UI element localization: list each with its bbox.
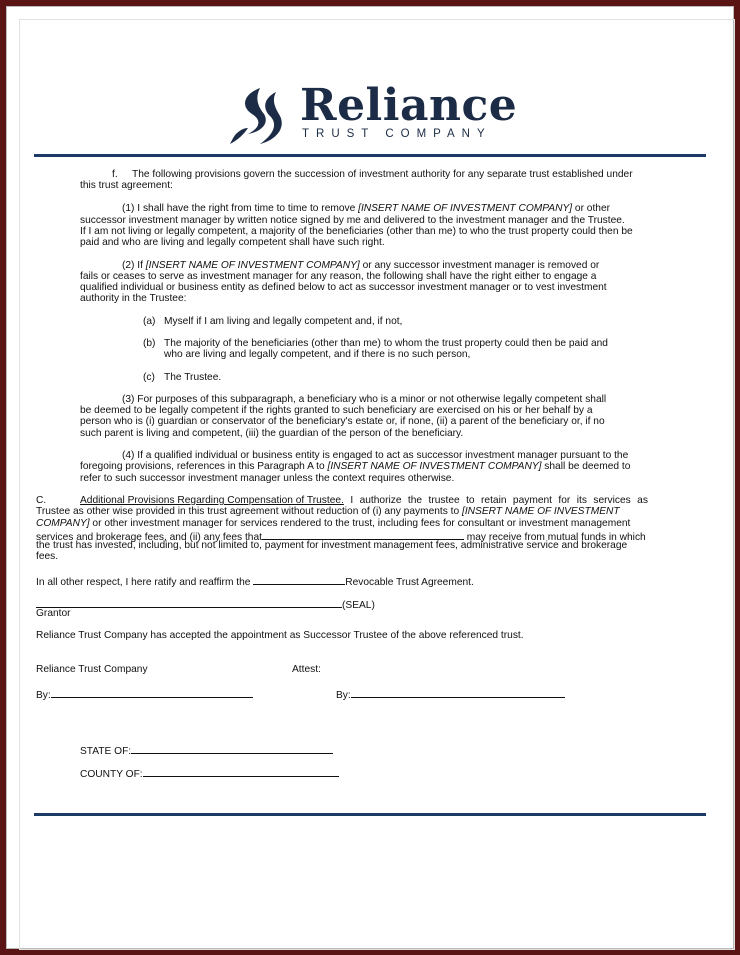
item-a-text: Myself if I am living and legally competent and, if not, bbox=[164, 316, 403, 327]
seal-line: (SEAL) bbox=[36, 597, 375, 612]
item-a-lead: (a) bbox=[143, 316, 156, 327]
p2-line1: (2) If [INSERT NAME OF INVESTMENT COMPANY] or any successor investment manager is removed or bbox=[122, 260, 600, 271]
sec-c-line1: Additional Provisions Regarding Compensation of Trustee. I authorize the trustee to retain payment for its services as bbox=[80, 495, 648, 506]
p3-line1: (3) For purposes of this subparagraph, a beneficiary who is a minor or not otherwise legally competent shall bbox=[122, 394, 607, 405]
p1-line4: paid and who are living and legally competent shall have such right. bbox=[80, 237, 385, 248]
p3-line2: be deemed to be legally competent if the rights granted to such beneficiary are exercised on his or her behalf by a bbox=[80, 405, 593, 416]
sec-c-line4: services and brokerage fees, and (ii) any fees that may receive from mutual funds in which bbox=[36, 529, 646, 544]
sec-c-line5: the trust has invested, including, but not limited to, payment for investment management fees, administrative service and brokerage bbox=[36, 540, 628, 551]
p1-line3: If I am not living or legally competent, a majority of the beneficiaries (other than me) to who the trust property could then be bbox=[80, 226, 633, 237]
item-b-line2: who are living and legally competent, and if there is no such person, bbox=[164, 349, 471, 360]
sec-c-lead: C. bbox=[36, 495, 47, 506]
p3-line4: such parent is living and competent, (iii) the guardian of the person of the beneficiary. bbox=[80, 428, 464, 439]
county-line: COUNTY OF: bbox=[80, 766, 339, 781]
county-blank[interactable] bbox=[143, 766, 339, 777]
attest-label: Attest: bbox=[292, 664, 321, 675]
company-sign-label: Reliance Trust Company bbox=[36, 664, 148, 675]
fees-blank[interactable] bbox=[262, 529, 464, 540]
item-c-text: The Trustee. bbox=[164, 372, 222, 383]
grantor-signature-blank[interactable] bbox=[36, 597, 342, 608]
state-blank[interactable] bbox=[131, 743, 333, 754]
sec-c-line6: fees. bbox=[36, 551, 59, 562]
p2-line2: fails or ceases to serve as investment manager for any reason, the following shall have the right either to engage a bbox=[80, 271, 597, 282]
para-f-line1: The following provisions govern the succession of investment authority for any separate trust established under bbox=[132, 169, 633, 180]
grantor-label: Grantor bbox=[36, 608, 71, 619]
p3-line3: person who is (i) guardian or conservator of the beneficiary's estate or, if none, (ii) a parent of the beneficiary or, if no bbox=[80, 416, 605, 427]
accepted-statement: Reliance Trust Company has accepted the appointment as Successor Trustee of the above referenced trust. bbox=[36, 630, 524, 641]
p1-line2: successor investment manager by written notice signed by me and delivered to the investment manager and the Trustee. bbox=[80, 215, 625, 226]
swirl-logo-icon bbox=[226, 86, 292, 148]
p2-line4: authority in the Trustee: bbox=[80, 293, 187, 304]
p2-line3: qualified individual or business entity as defined below to act as successor investment manager or to vest investment bbox=[80, 282, 607, 293]
by-signature-blank-2[interactable] bbox=[351, 687, 565, 698]
p4-line1: (4) If a qualified individual or business entity is engaged to act as successor investment manager pursuant to the bbox=[122, 450, 629, 461]
p4-line3: refer to such successor investment manager unless the context requires otherwise. bbox=[80, 473, 455, 484]
sec-c-line2: Trustee as other wise provided in this trust agreement without reduction of (i) any payments to [INSERT NAME OF INVESTMENT bbox=[36, 506, 620, 517]
by-line-2: By: bbox=[336, 687, 565, 702]
company-logo bbox=[226, 80, 518, 148]
p4-line2: foregoing provisions, references in this Paragraph A to [INSERT NAME OF INVESTMENT COMPANY] shall be deemed to bbox=[80, 461, 631, 472]
by-signature-blank-1[interactable] bbox=[51, 687, 253, 698]
logo-subtitle: TRUST COMPANY bbox=[302, 128, 492, 140]
para-f-line2: this trust agreement: bbox=[80, 180, 173, 191]
ratify-line: In all other respect, I here ratify and reaffirm the Revocable Trust Agreement. bbox=[36, 574, 474, 589]
item-b-lead: (b) bbox=[143, 338, 156, 349]
p1-line1: (1) I shall have the right from time to time to remove [INSERT NAME OF INVESTMENT COMPANY] or other bbox=[122, 203, 611, 214]
trust-name-blank[interactable] bbox=[253, 574, 345, 585]
sec-c-line3: COMPANY] or other investment manager for services rendered to the trust, including fees for consultant or investment management bbox=[36, 518, 631, 529]
logo-name: Reliance bbox=[300, 80, 518, 131]
para-f-lead: f. bbox=[112, 169, 118, 180]
footer-rule bbox=[34, 813, 706, 816]
sec-c-heading: Additional Provisions Regarding Compensation of Trustee. bbox=[80, 495, 344, 506]
item-b-line1: The majority of the beneficiaries (other than me) to whom the trust property could then be paid and bbox=[164, 338, 608, 349]
state-line: STATE OF: bbox=[80, 743, 333, 758]
item-c-lead: (c) bbox=[143, 372, 155, 383]
header-rule bbox=[34, 154, 706, 157]
by-line-1: By: bbox=[36, 687, 253, 702]
